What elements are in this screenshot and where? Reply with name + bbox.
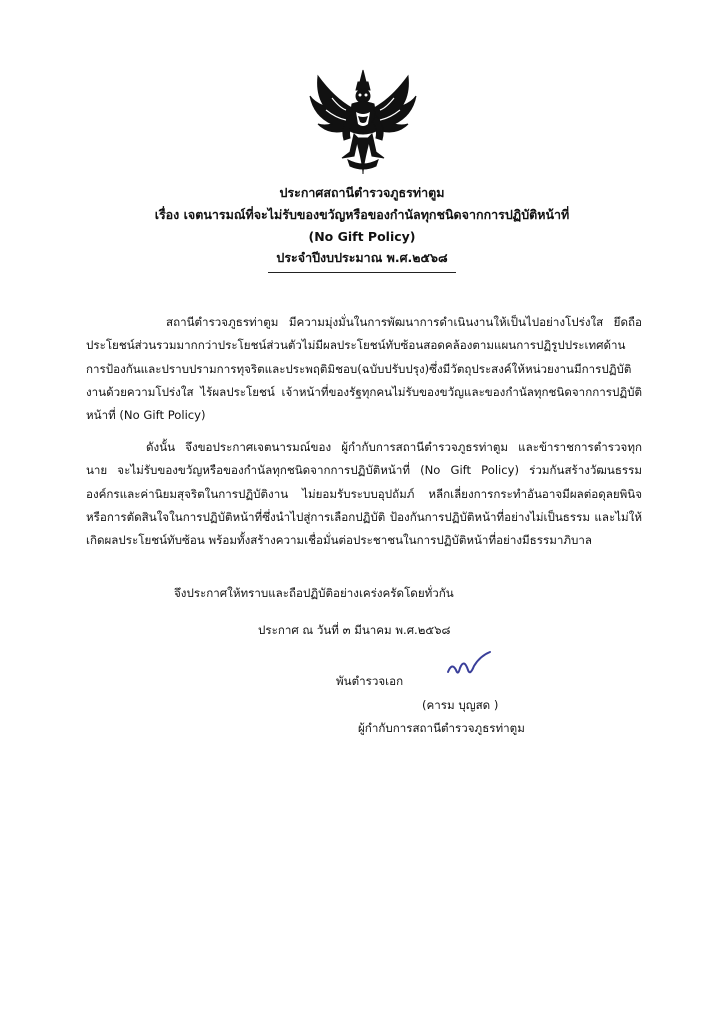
header-divider bbox=[268, 272, 456, 273]
paragraph-declaration bbox=[86, 436, 642, 552]
handwritten-signature-icon bbox=[446, 650, 492, 680]
policy-label: (No Gift Policy) bbox=[308, 229, 416, 244]
signer-position: ผู้กำกับการสถานีตำรวจภูธรท่าตูม bbox=[358, 721, 525, 735]
announce-date: ประกาศ ณ วันที่ ๓ มีนาคม พ.ศ.๒๕๖๘ bbox=[258, 623, 451, 637]
announcement-subject: เรื่อง เจตนารมณ์ที่จะไม่รับของขวัญหรือของกำนัลทุกชนิดจากการปฏิบัติหน้าที่ bbox=[154, 207, 570, 222]
signer-name: (คารม บุญสด ) bbox=[422, 698, 499, 712]
fiscal-year: ประจำปีงบประมาณ พ.ศ.๒๕๖๘ bbox=[276, 250, 448, 265]
paragraph-declaration-text: ดังนั้น จึงขอประกาศเจตนารมณ์ของ ผู้กำกับการสถานีตำรวจภูธรท่าตูม และข้าราชการตำรวจทุกนาย จะไม่รับของขวัญหรือของกำนัลทุกชนิดจากการปฏิบัติหน้าที่ (No Gift Policy) ร่วมกันสร้างวัฒนธรรมองค์กรและค่านิยมสุจริตในการปฏิบัติงาน ไม่ยอมรับระบบอุปถัมภ์ หลีกเลี่ยงการกระทำอันอาจมีผลต่อดุลยพินิจหรือการตัดสินใจในการปฏิบัติหน้าที่ซึ่งนำไปสู่การเลือกปฏิบัติ ป้องกันการปฏิบัติหน้าที่อย่างไม่เป็นธรรม และไม่ให้เกิดผลประโยชน์ทับซ้อน พร้อมทั้งสร้างความเชื่อมั่นต่อประชาชนในการปฏิบัติหน้าที่อย่างมีธรรมาภิบาล bbox=[86, 440, 642, 548]
garuda-emblem-icon bbox=[306, 68, 420, 176]
announce-line: จึงประกาศให้ทราบและถือปฏิบัติอย่างเคร่งครัดโดยทั่วกัน bbox=[174, 586, 454, 600]
paragraph-intro-text: สถานีตำรวจภูธรท่าตูม มีความมุ่งมั่นในการพัฒนาการดำเนินงานให้เป็นไปอย่างโปร่งใส ยึดถือประโยชน์ส่วนรวมมากกว่าประโยชน์ส่วนตัวไม่มีผลประโยชน์ทับซ้อนสอดคล้องตามแผนการปฏิรูปประเทศด้านการป้องกันและปราบปรามการทุจริตและประพฤติมิชอบ(ฉบับปรับปรุง)ซึ่งมีวัตถุประสงค์ให้หน่วยงานมีการปฏิบัติงานด้วยความโปร่งใส ไร้ผลประโยชน์ เจ้าหน้าที่ของรัฐทุกคนไม่รับของขวัญและของกำนัลทุกชนิดจากการปฏิบัติหน้าที่ (No Gift Policy) bbox=[86, 315, 642, 423]
announcement-title: ประกาศสถานีตำรวจภูธรท่าตูม bbox=[279, 185, 445, 200]
paragraph-intro bbox=[86, 311, 642, 427]
signer-rank: พันตำรวจเอก bbox=[336, 674, 404, 688]
